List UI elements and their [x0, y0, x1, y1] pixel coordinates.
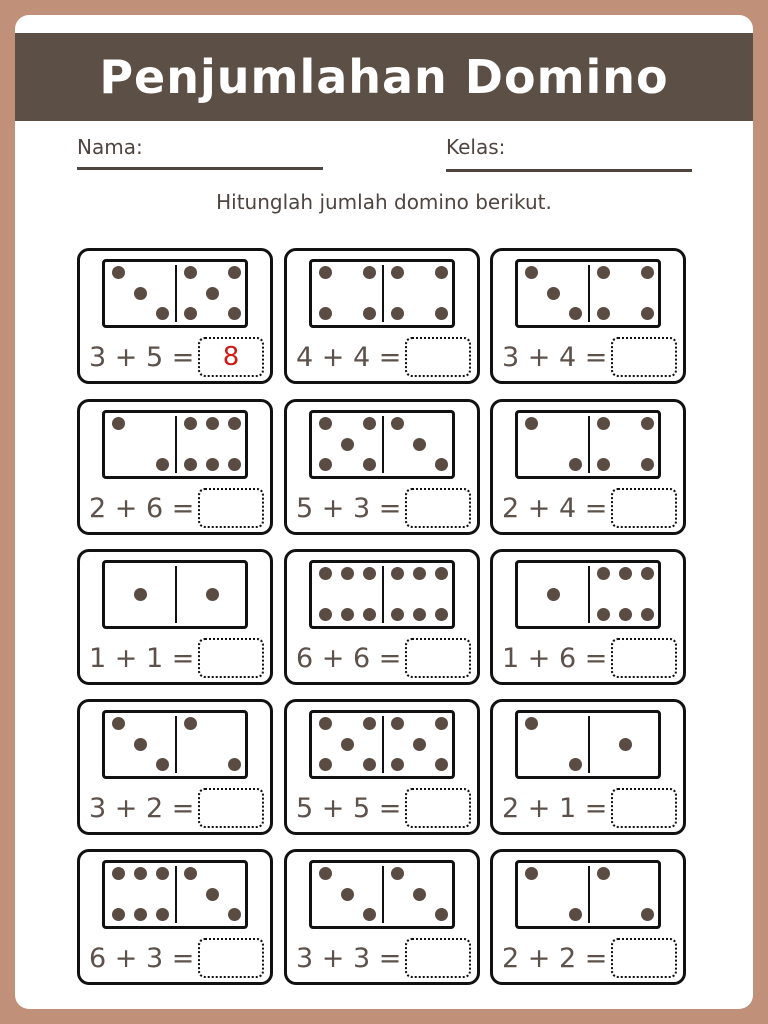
domino-pip — [641, 266, 654, 279]
domino-pip — [363, 567, 376, 580]
domino-tile — [102, 259, 248, 328]
domino-pip — [341, 738, 354, 751]
domino-tile — [309, 860, 455, 929]
domino-pip — [597, 567, 610, 580]
domino-pip — [206, 888, 219, 901]
problem-card — [284, 549, 480, 685]
domino-pip — [597, 608, 610, 621]
domino-pip — [525, 417, 538, 430]
domino-divider — [382, 265, 384, 322]
domino-pip — [641, 458, 654, 471]
domino-pip — [206, 458, 219, 471]
domino-tile — [309, 259, 455, 328]
domino-pip — [413, 608, 426, 621]
domino-pip — [206, 417, 219, 430]
domino-pip — [184, 867, 197, 880]
domino-pip — [597, 266, 610, 279]
answer-box[interactable] — [611, 938, 677, 978]
domino-pip — [413, 888, 426, 901]
problem-card — [284, 399, 480, 535]
problem-card — [77, 849, 273, 985]
domino-pip — [391, 758, 404, 771]
domino-divider — [588, 866, 590, 923]
domino-tile — [515, 560, 661, 629]
domino-pip — [619, 738, 632, 751]
answer-box[interactable] — [405, 337, 471, 377]
domino-divider — [588, 716, 590, 773]
domino-pip — [597, 307, 610, 320]
domino-pip — [569, 458, 582, 471]
answer-box[interactable] — [611, 488, 677, 528]
domino-tile — [309, 560, 455, 629]
domino-pip — [363, 307, 376, 320]
answer-box[interactable] — [405, 788, 471, 828]
problem-card — [77, 399, 273, 535]
name-label: Nama: — [77, 135, 143, 159]
domino-pip — [641, 567, 654, 580]
domino-tile — [515, 410, 661, 479]
domino-pip — [363, 908, 376, 921]
domino-pip — [156, 758, 169, 771]
domino-pip — [391, 307, 404, 320]
domino-pip — [435, 908, 448, 921]
domino-divider — [382, 416, 384, 473]
domino-pip — [134, 867, 147, 880]
domino-pip — [228, 307, 241, 320]
domino-pip — [319, 458, 332, 471]
domino-divider — [175, 716, 177, 773]
domino-pip — [363, 717, 376, 730]
domino-pip — [184, 266, 197, 279]
domino-pip — [319, 567, 332, 580]
domino-pip — [206, 588, 219, 601]
domino-pip — [319, 417, 332, 430]
problem-card — [77, 549, 273, 685]
problem-card — [284, 849, 480, 985]
domino-pip — [363, 458, 376, 471]
domino-pip — [134, 908, 147, 921]
domino-pip — [597, 417, 610, 430]
equation-text: 3 + 5 = — [89, 342, 195, 373]
domino-pip — [413, 567, 426, 580]
domino-pip — [319, 608, 332, 621]
domino-divider — [382, 566, 384, 623]
domino-pip — [319, 307, 332, 320]
domino-pip — [435, 717, 448, 730]
domino-pip — [435, 307, 448, 320]
page-title: Penjumlahan Domino — [99, 50, 669, 104]
domino-pip — [228, 908, 241, 921]
domino-pip — [341, 438, 354, 451]
domino-pip — [391, 867, 404, 880]
domino-pip — [391, 417, 404, 430]
domino-pip — [569, 307, 582, 320]
domino-pip — [319, 867, 332, 880]
domino-pip — [156, 908, 169, 921]
domino-pip — [619, 567, 632, 580]
domino-divider — [175, 866, 177, 923]
equation-text: 3 + 4 = — [502, 342, 608, 373]
equation-text: 3 + 2 = — [89, 793, 195, 824]
answer-box[interactable] — [198, 488, 264, 528]
problem-card — [284, 699, 480, 835]
domino-pip — [112, 417, 125, 430]
domino-divider — [175, 416, 177, 473]
domino-pip — [641, 307, 654, 320]
instruction-text: Hitunglah jumlah domino berikut. — [216, 190, 552, 214]
domino-pip — [363, 608, 376, 621]
domino-pip — [641, 417, 654, 430]
domino-pip — [206, 287, 219, 300]
domino-pip — [641, 608, 654, 621]
title-banner — [15, 33, 753, 121]
answer-box[interactable] — [611, 638, 677, 678]
domino-pip — [435, 758, 448, 771]
equation-text: 2 + 1 = — [502, 793, 608, 824]
domino-tile — [515, 259, 661, 328]
domino-pip — [569, 908, 582, 921]
domino-divider — [175, 566, 177, 623]
domino-pip — [184, 717, 197, 730]
answer-box[interactable]: 8 — [198, 337, 264, 377]
domino-pip — [413, 438, 426, 451]
equation-text: 6 + 3 = — [89, 943, 195, 974]
domino-pip — [319, 717, 332, 730]
answer-box[interactable] — [405, 488, 471, 528]
domino-pip — [413, 738, 426, 751]
class-label: Kelas: — [446, 135, 506, 159]
domino-pip — [435, 266, 448, 279]
equation-text: 3 + 3 = — [296, 943, 402, 974]
domino-pip — [156, 307, 169, 320]
domino-pip — [341, 608, 354, 621]
domino-pip — [597, 458, 610, 471]
problem-card — [490, 549, 686, 685]
domino-pip — [569, 758, 582, 771]
domino-tile — [102, 860, 248, 929]
domino-pip — [525, 867, 538, 880]
domino-divider — [175, 265, 177, 322]
domino-pip — [319, 758, 332, 771]
domino-pip — [547, 287, 560, 300]
answer-box[interactable] — [611, 788, 677, 828]
domino-pip — [112, 266, 125, 279]
domino-pip — [363, 758, 376, 771]
domino-divider — [588, 416, 590, 473]
domino-pip — [341, 888, 354, 901]
domino-pip — [435, 567, 448, 580]
domino-pip — [184, 458, 197, 471]
class-line[interactable] — [446, 169, 692, 172]
domino-pip — [112, 867, 125, 880]
domino-tile — [102, 560, 248, 629]
problem-card — [284, 248, 480, 384]
answer-box[interactable] — [611, 337, 677, 377]
answer-box[interactable] — [198, 638, 264, 678]
domino-pip — [597, 867, 610, 880]
domino-pip — [363, 417, 376, 430]
domino-pip — [319, 266, 332, 279]
equation-text: 1 + 1 = — [89, 643, 195, 674]
domino-pip — [619, 608, 632, 621]
domino-tile — [309, 410, 455, 479]
domino-pip — [184, 417, 197, 430]
domino-pip — [228, 758, 241, 771]
problem-card — [77, 699, 273, 835]
domino-pip — [156, 458, 169, 471]
problem-card — [490, 849, 686, 985]
domino-pip — [184, 307, 197, 320]
domino-pip — [435, 458, 448, 471]
domino-pip — [391, 717, 404, 730]
domino-pip — [391, 608, 404, 621]
domino-pip — [363, 266, 376, 279]
domino-tile — [515, 860, 661, 929]
domino-pip — [525, 266, 538, 279]
problem-card — [490, 248, 686, 384]
domino-tile — [515, 710, 661, 779]
domino-pip — [435, 608, 448, 621]
equation-text: 2 + 6 = — [89, 493, 195, 524]
domino-pip — [134, 738, 147, 751]
domino-pip — [156, 867, 169, 880]
equation-text: 1 + 6 = — [502, 643, 608, 674]
answer-box[interactable] — [405, 638, 471, 678]
problem-card — [490, 399, 686, 535]
domino-pip — [228, 266, 241, 279]
worksheet-page — [15, 15, 753, 1009]
answer-box[interactable] — [198, 788, 264, 828]
domino-pip — [112, 717, 125, 730]
equation-text: 5 + 5 = — [296, 793, 402, 824]
equation-text: 2 + 4 = — [502, 493, 608, 524]
problem-card — [77, 248, 273, 384]
domino-pip — [525, 717, 538, 730]
name-line[interactable] — [77, 167, 323, 170]
domino-pip — [112, 908, 125, 921]
domino-pip — [228, 417, 241, 430]
domino-pip — [341, 567, 354, 580]
domino-divider — [382, 866, 384, 923]
answer-box[interactable] — [405, 938, 471, 978]
answer-box[interactable] — [198, 938, 264, 978]
problem-card — [490, 699, 686, 835]
equation-text: 5 + 3 = — [296, 493, 402, 524]
domino-pip — [391, 567, 404, 580]
domino-divider — [588, 566, 590, 623]
equation-text: 6 + 6 = — [296, 643, 402, 674]
domino-tile — [102, 410, 248, 479]
domino-pip — [228, 458, 241, 471]
domino-divider — [588, 265, 590, 322]
domino-pip — [641, 908, 654, 921]
domino-tile — [102, 710, 248, 779]
domino-pip — [547, 588, 560, 601]
domino-pip — [391, 266, 404, 279]
domino-pip — [134, 287, 147, 300]
equation-text: 4 + 4 = — [296, 342, 402, 373]
domino-tile — [309, 710, 455, 779]
domino-divider — [382, 716, 384, 773]
domino-pip — [134, 588, 147, 601]
equation-text: 2 + 2 = — [502, 943, 608, 974]
